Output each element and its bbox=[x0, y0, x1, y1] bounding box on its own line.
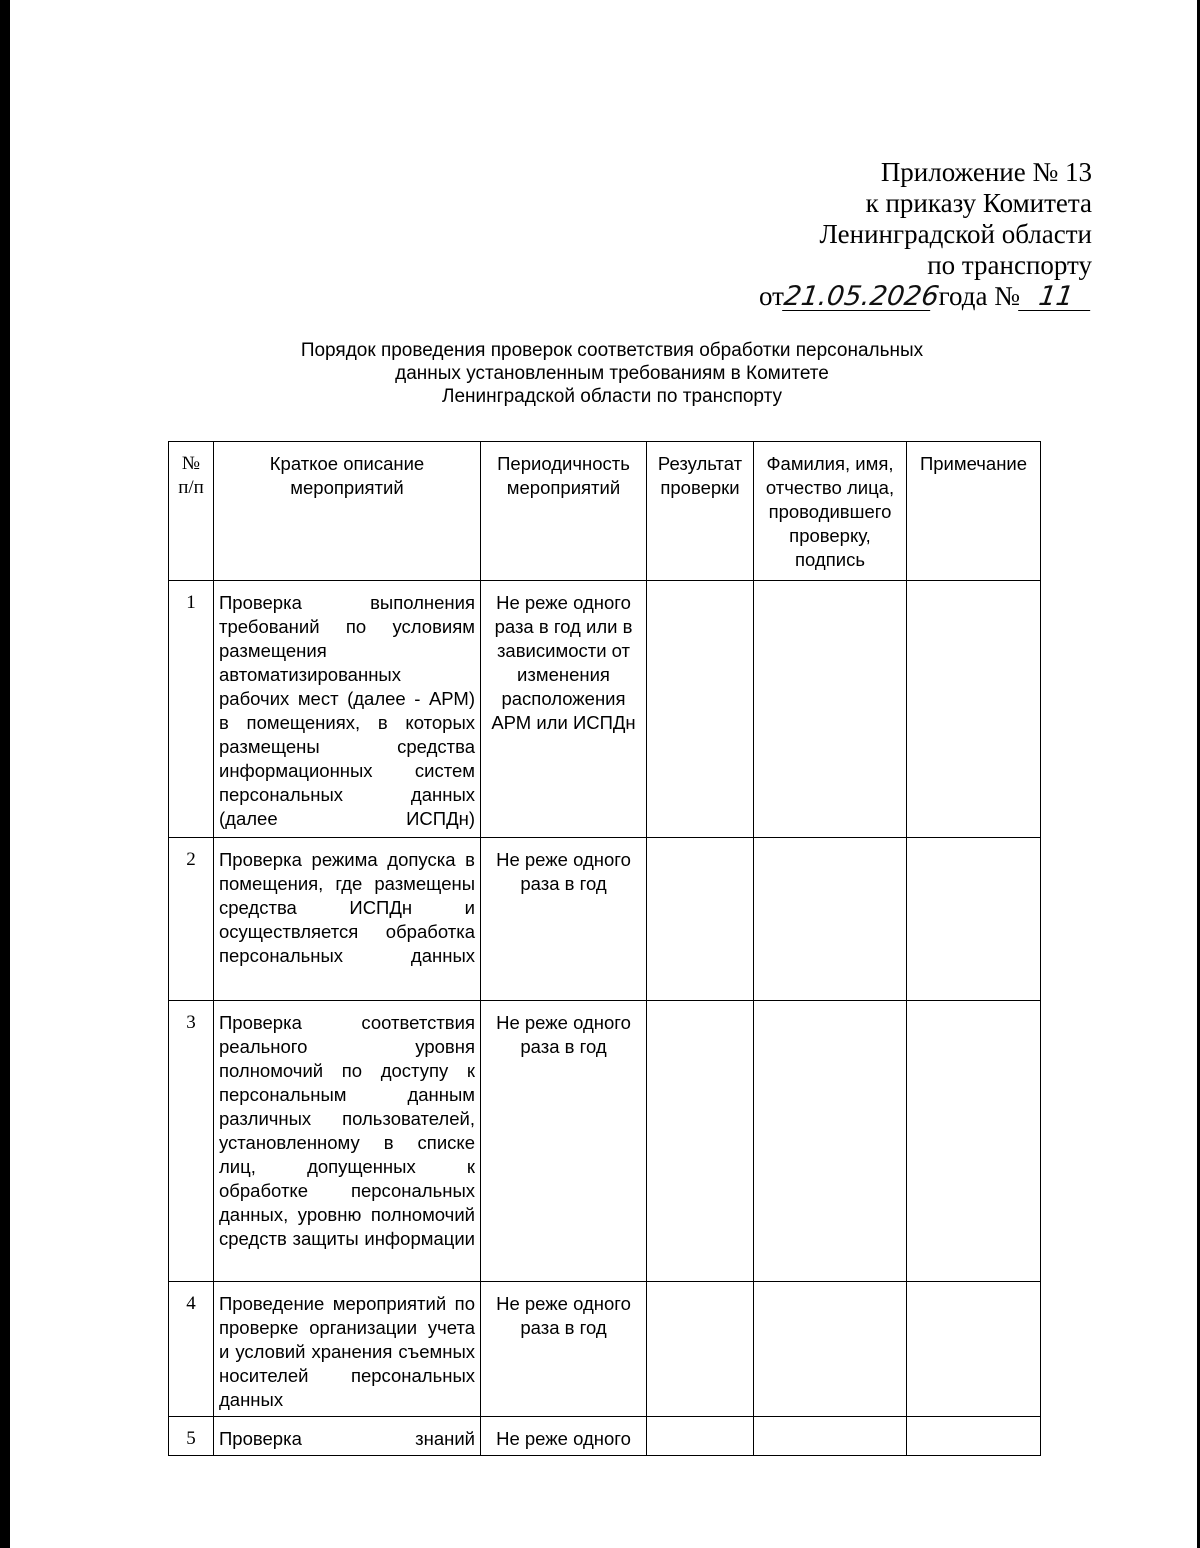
table-row bbox=[169, 1417, 1041, 1456]
appendix-line-1: Приложение № 13 bbox=[880, 157, 1092, 187]
row-note[interactable] bbox=[907, 581, 1041, 838]
row-period: Не реже одного раза в год bbox=[481, 1001, 647, 1282]
row-num: 1 bbox=[169, 581, 214, 838]
row-fio[interactable] bbox=[754, 1001, 907, 1282]
row-note[interactable] bbox=[907, 838, 1041, 1001]
row-period: Не реже одного bbox=[481, 1417, 647, 1456]
row-num: 2 bbox=[169, 838, 214, 1001]
row-result[interactable] bbox=[647, 581, 754, 838]
row-fio[interactable] bbox=[754, 1417, 907, 1456]
row-desc bbox=[214, 1417, 481, 1456]
table-row bbox=[169, 1282, 1041, 1417]
header-fio: Фамилия, имя, отчество лица, проводившего проверку, подпись bbox=[754, 442, 907, 581]
year-word: года № bbox=[938, 281, 1020, 311]
row-desc bbox=[214, 838, 481, 1001]
row-result[interactable] bbox=[647, 1417, 754, 1456]
row-desc-text: Проведение мероприятий по проверке организации учета и условий хранения съемных носителей персональных данных bbox=[219, 1293, 475, 1410]
header-num: № п/п bbox=[169, 442, 214, 581]
row-num: 4 bbox=[169, 1282, 214, 1417]
row-result[interactable] bbox=[647, 1282, 754, 1417]
title-line-2: данных установленным требованиям в Комитете bbox=[395, 363, 829, 384]
row-note[interactable] bbox=[907, 1417, 1041, 1456]
appendix-date-line bbox=[759, 281, 1092, 312]
appendix-block bbox=[759, 157, 1092, 312]
title-line-1: Порядок проведения проверок соответствия обработки персональных bbox=[300, 340, 924, 361]
scan-edge-left bbox=[0, 0, 10, 1548]
table-row bbox=[169, 838, 1041, 1001]
row-desc bbox=[214, 1282, 481, 1417]
row-fio[interactable] bbox=[754, 581, 907, 838]
row-desc-text: Проверка знаний bbox=[219, 1428, 475, 1449]
table-row bbox=[169, 581, 1041, 838]
checks-table bbox=[168, 441, 1041, 1456]
row-note[interactable] bbox=[907, 1282, 1041, 1417]
appendix-line-4: по транспорту bbox=[927, 250, 1092, 280]
header-note: Примечание bbox=[907, 442, 1041, 581]
row-period: Не реже одного раза в год bbox=[481, 838, 647, 1001]
appendix-line-3: Ленинградской области bbox=[819, 219, 1092, 249]
row-period: Не реже одного раза в год bbox=[481, 1282, 647, 1417]
header-result: Результат проверки bbox=[647, 442, 754, 581]
appendix-line-2: к приказу Комитета bbox=[865, 188, 1092, 218]
row-desc bbox=[214, 1001, 481, 1282]
row-num: 5 bbox=[169, 1417, 214, 1456]
row-note[interactable] bbox=[907, 1001, 1041, 1282]
document-title bbox=[120, 339, 1104, 408]
row-result[interactable] bbox=[647, 838, 754, 1001]
table-header-row bbox=[169, 442, 1041, 581]
handwritten-number: 11 bbox=[1018, 284, 1094, 311]
date-prefix: от bbox=[758, 281, 784, 311]
handwritten-date: 21.05.2026 bbox=[781, 281, 941, 312]
row-desc bbox=[214, 581, 481, 838]
header-desc: Краткое описание мероприятий bbox=[214, 442, 481, 581]
row-period: Не реже одного раза в год или в зависимости от изменения расположения АРМ или ИСПДн bbox=[481, 581, 647, 838]
row-desc-text: Проверка соответствия реального уровня полномочий по доступу к персональным данным различных пользователей, установленному в списке лиц, допущенных к обработке персональных данных, уровню полномочий средств защиты информации bbox=[219, 1012, 475, 1249]
table-row bbox=[169, 1001, 1041, 1282]
row-fio[interactable] bbox=[754, 838, 907, 1001]
row-num: 3 bbox=[169, 1001, 214, 1282]
header-period: Периодичность мероприятий bbox=[481, 442, 647, 581]
row-result[interactable] bbox=[647, 1001, 754, 1282]
row-desc-text: Проверка режима допуска в помещения, где размещены средства ИСПДн и осуществляется обработка персональных данных bbox=[219, 849, 475, 966]
row-fio[interactable] bbox=[754, 1282, 907, 1417]
title-line-3: Ленинградской области по транспорту bbox=[442, 386, 782, 407]
row-desc-text: Проверка выполнения требований по условиям размещения автоматизированных рабочих мест (далее - АРМ) в помещениях, в которых размещены средства информационных систем персональных данных (далее ИСПДн) bbox=[219, 592, 475, 829]
